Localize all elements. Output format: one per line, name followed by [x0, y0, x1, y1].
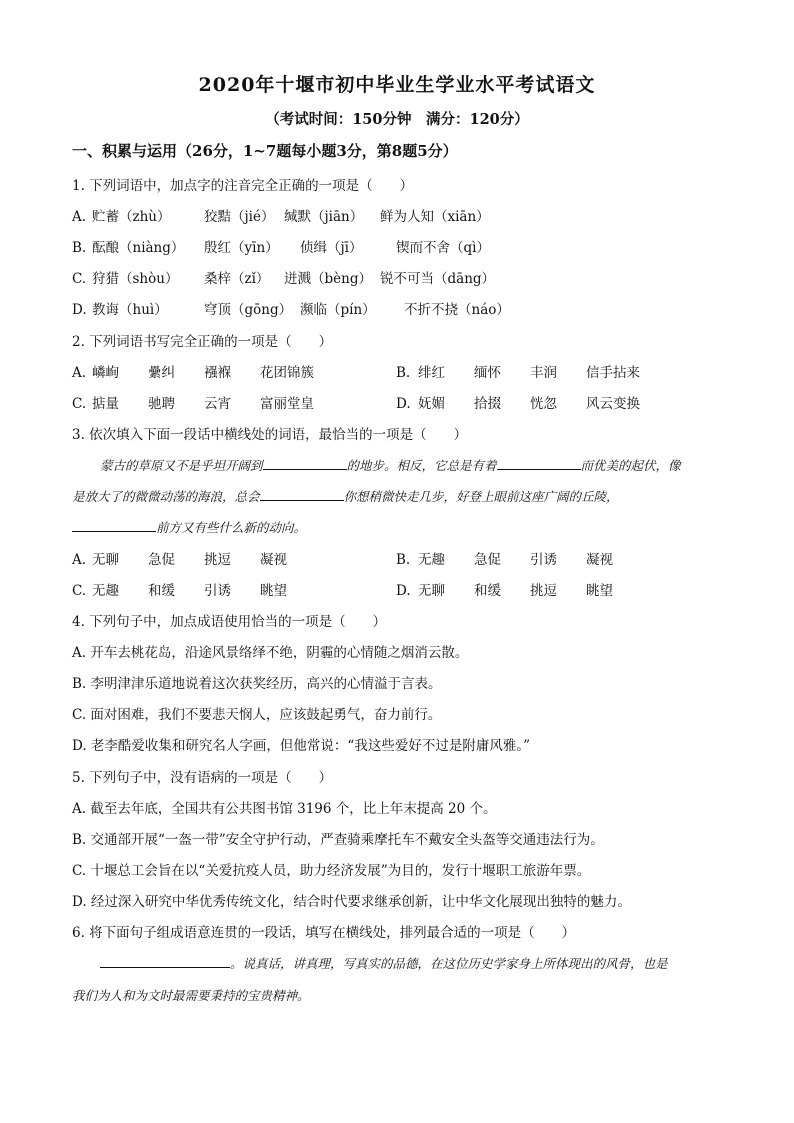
q1-option-d: D. 教诲（huì） 穹顶（gōng） 濒临（pín） 不折不挠（náo）: [72, 302, 510, 318]
page-title: 2020年十堰市初中毕业生学业水平考试语文: [198, 74, 596, 96]
q2-option-d: D. 妩媚 拾掇 恍忽 风云变换: [396, 396, 640, 412]
q1-option-a: A. 贮蓄（zhù） 狡黠（jié） 缄默（jiān） 鲜为人知（xiān）: [72, 209, 490, 225]
fill-blank: [497, 457, 581, 470]
q3-option-d: D. 无聊 和缓 挑逗 眺望: [396, 583, 613, 599]
fill-blank: [260, 488, 344, 501]
q5-stem: 5. 下列句子中，没有语病的一项是（ ）: [72, 770, 333, 786]
q4-option-a: A. 开车去桃花岛，沿途风景络绎不绝，阴霾的心情随之烟消云散。: [72, 645, 469, 661]
q3-option-c: C. 无趣 和缓 引诱 眺望: [72, 583, 287, 599]
q1-option-b: B. 酝酿（niàng） 殷红（yīn） 侦缉（jī） 锲而不舍（qì）: [72, 240, 490, 256]
q2-option-a: A. 嶙峋 纍纠 襁褓 花团锦簇: [72, 365, 314, 381]
q2-option-b: B. 绯红 缅怀 丰润 信手拈来: [396, 365, 640, 381]
q6-stem: 6. 将下面句子组成语意连贯的一段话，填写在横线处，排列最合适的一项是（ ）: [72, 925, 576, 941]
q1-option-c: C. 狩猎（shòu） 桑梓（zǐ） 迸溅（bèng） 锐不可当（dāng）: [72, 271, 496, 287]
q3-option-b: B. 无趣 急促 引诱 凝视: [396, 552, 613, 568]
fill-blank: [100, 955, 230, 968]
q3-passage-line-1: 蒙古的草原又不是乎坦开阔到 的地步。相反，它总是有着 而优美的起伏，像: [100, 458, 681, 473]
q4-option-d: D. 老李酷爱收集和研究名人字画，但他常说：“我这些爱好不过是附庸风雅。”: [72, 738, 530, 754]
section-heading: 一、积累与运用（26分，1~7题每小题3分，第8题5分）: [72, 142, 458, 160]
exam-info: （考试时间：150分钟 满分：120分）: [265, 111, 529, 128]
q4-option-c: C. 面对困难，我们不要悲天悯人，应该鼓起勇气，奋力前行。: [72, 707, 442, 723]
q2-option-c: C. 掂量 驰聘 云宵 富丽堂皇: [72, 396, 314, 412]
q3-option-a: A. 无聊 急促 挑逗 凝视: [72, 552, 287, 568]
fill-blank: [263, 457, 347, 470]
q5-option-a: A. 截至去年底，全国共有公共图书馆 3196 个，比上年末提高 20 个。: [72, 801, 497, 817]
q6-passage-line-1: 。说真话，讲真理，写真实的品德，在这位历史学家身上所体现出的风骨，也是: [100, 954, 750, 972]
q1-stem: 1. 下列词语中，加点字的注音完全正确的一项是（ ）: [72, 178, 414, 194]
q5-option-d: D. 经过深入研究中华优秀传统文化，结合时代要求继承创新，让中华文化展现出独特的魅力。: [72, 894, 631, 910]
q2-stem: 2. 下列词语书写完全正确的一项是（ ）: [72, 334, 333, 350]
q3-stem: 3. 依次填入下面一段话中横线处的词语，最恰当的一项是（ ）: [72, 427, 468, 443]
q4-stem: 4. 下列句子中，加点成语使用恰当的一项是（ ）: [72, 614, 387, 630]
q6-passage-line-2: 我们为人和为文时最需要秉持的宝贵精神。: [72, 988, 310, 1003]
q3-passage-line-2: 是放大了的微微动荡的海浪，总会 你想稍微快走几步，好登上眼前这座广阔的丘陵，: [72, 489, 619, 504]
q5-option-c: C. 十堰总工会旨在以“关爱抗疫人员，助力经济发展”为目的，发行十堰职工旅游年票。: [72, 863, 591, 879]
fill-blank: [72, 519, 156, 532]
q4-option-b: B. 李明津津乐道地说着这次获奖经历，高兴的心情溢于言表。: [72, 676, 442, 692]
q3-passage-line-3: 前方又有些什么新的动向。: [72, 518, 722, 536]
q5-option-b: B. 交通部开展“一盔一带”安全守护行动，严查骑乘摩托车不戴安全头盔等交通违法行为。: [72, 832, 604, 848]
